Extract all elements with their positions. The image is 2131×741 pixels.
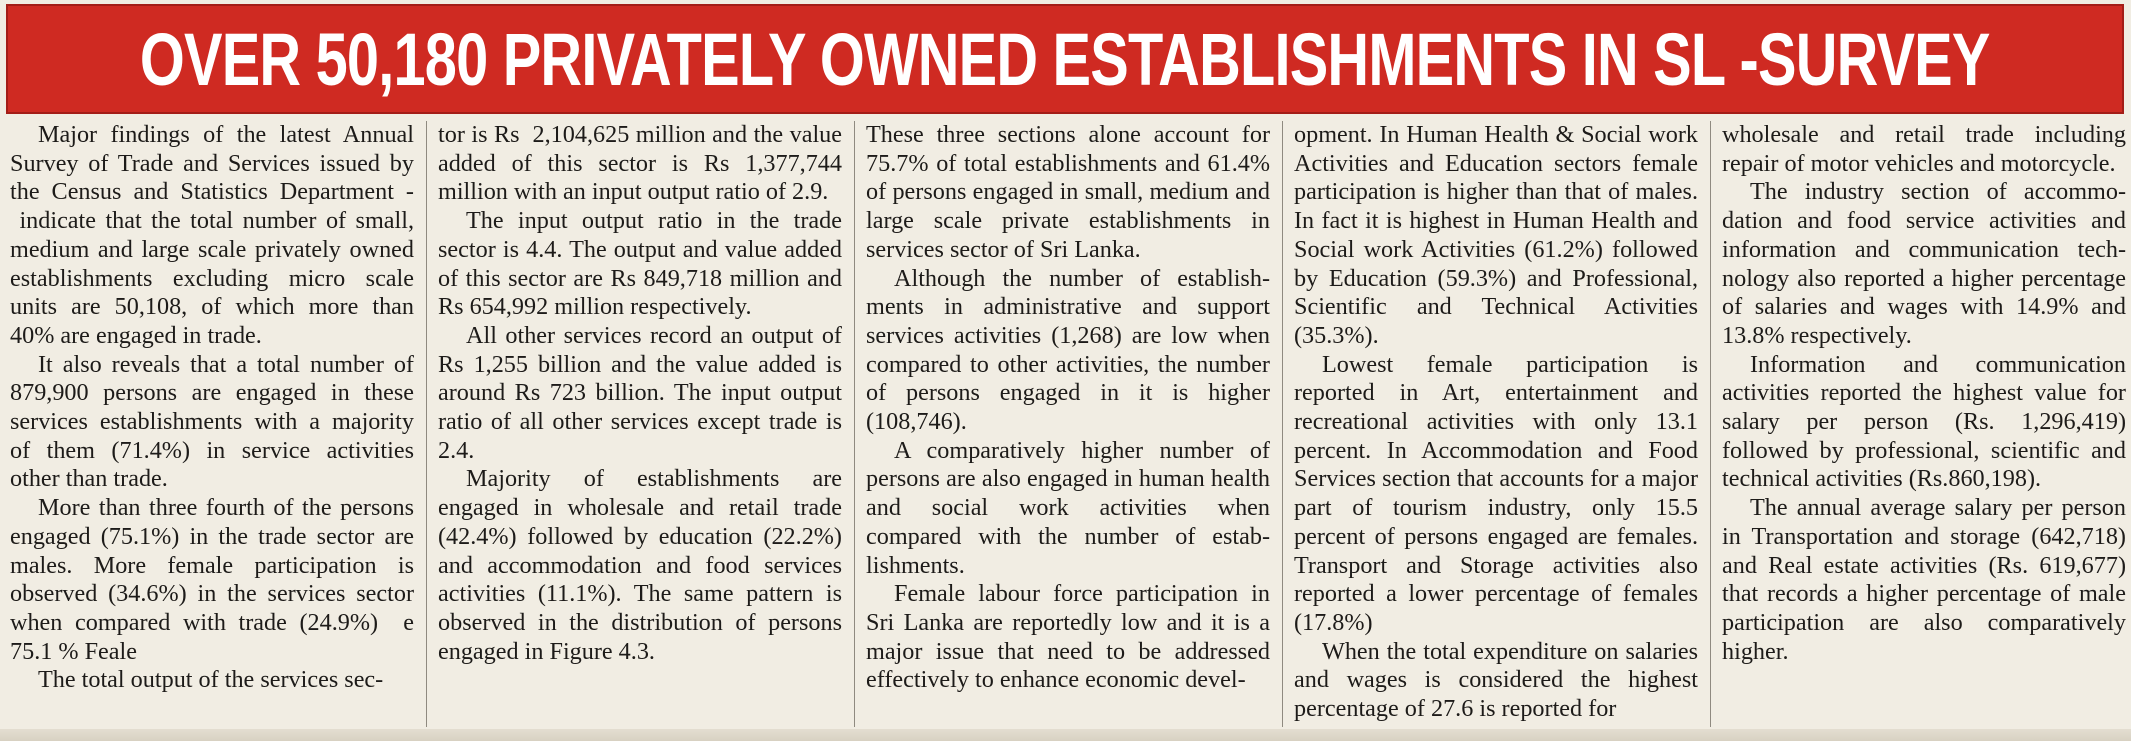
article-column-5 [1722, 121, 2126, 727]
paragraph: tor is Rs 2,104,625 million and the value added of this sector is Rs 1,377,744 million with an input output ratio of 2.9. [438, 121, 842, 206]
paragraph: The annual average salary per person in Transportation and storage (642,718) and Real estate activities (Rs. 619,677) that records a higher percentage of male participation are also comparatively higher. [1722, 494, 2126, 665]
paragraph: Lowest female participation is reported in Art, entertainment and recreational activities with only 13.1 percent. In Accommodation and Food Services section that accounts for a major part of tourism industry, only 15.5 percent of persons engaged are females. Transport and Storage activities also reported a lower percentage of females (17.8%) [1294, 350, 1698, 636]
page-bottom-edge [0, 729, 2131, 741]
paragraph: The industry section of accommodation and food service activities and information and communication technology also reported a higher percentage of salaries and wages with 14.9% and 13.8% respectively. [1722, 178, 2126, 349]
paragraph: These three sections alone account for 75.7% of total establishments and 61.4% of persons engaged in small, medium and large scale private establishments in services sector of Sri Lanka. [866, 121, 1270, 263]
column-divider [426, 121, 427, 727]
paragraph: A comparatively higher number of persons are also engaged in human health and social work activities when compared with the number of establishments. [866, 436, 1270, 579]
paragraph: When the total expenditure on salaries and wages is considered the highest percentage of 27.6 is reported for [1294, 637, 1698, 723]
paragraph: opment. In Human Health & Social work Activities and Education sectors female participation is higher than that of males. In fact it is highest in Human Health and Social work Activities (61.2%) followed by Education (59.3%) and Professional, Scientific and Technical Activities (35.3%). [1294, 121, 1698, 349]
paragraph: The input output ratio in the trade sector is 4.4. The output and value added of this sector are Rs 849,718 million and Rs 654,992 million respectively. [438, 207, 842, 321]
column-divider [1710, 121, 1711, 727]
paragraph: Information and communication activities reported the highest value for salary per person (Rs. 1,296,419) followed by professional, scientific and technical activities (Rs.860,198). [1722, 350, 2126, 493]
article-column-1 [10, 121, 414, 727]
article-column-2 [438, 121, 842, 727]
column-divider [1282, 121, 1283, 727]
article-body [0, 121, 2131, 733]
paragraph: wholesale and retail trade including repair of motor vehicles and motorcycle. [1722, 121, 2126, 177]
paragraph: It also reveals that a total number of 879,900 persons are engaged in these services establishments with a majority of them (71.4%) in service activities other than trade. [10, 350, 414, 493]
column-divider [854, 121, 855, 727]
headline: OVER 50,180 PRIVATELY OWNED ESTABLISHMENTS IN SL -SURVEY [140, 17, 1990, 101]
paragraph: Female labour force participation in Sri Lanka are reportedly low and it is a major issue that need to be addressed effectively to enhance economic devel- [866, 580, 1270, 694]
headline-banner [6, 4, 2124, 114]
paragraph: Although the number of establishments in administrative and support services activities (1,268) are low when compared to other activities, the number of persons engaged in it is higher (108,746). [866, 264, 1270, 436]
paragraph: All other services record an output of Rs 1,255 billion and the value added is around Rs 723 billion. The input output ratio of all other services except trade is 2.4. [438, 321, 842, 464]
paragraph: Majority of establishments are engaged in wholesale and retail trade (42.4%) followed by education (22.2%) and accommodation and food services activities (11.1%). The same pattern is observed in the distribution of persons engaged in Figure 4.3. [438, 465, 842, 665]
article-column-4 [1294, 121, 1698, 727]
paragraph: More than three fourth of the persons engaged (75.1%) in the trade sector are males. More female participation is observed (34.6%) in the services sector when compared with trade (24.9%) e 75.1 % Feale [10, 494, 414, 665]
paragraph: Major findings of the latest Annual Survey of Trade and Services issued by the Census and Statistics Department - indicate that the total number of small, medium and large scale privately owned establishments excluding micro scale units are 50,108, of which more than 40% are engaged in trade. [10, 121, 414, 349]
paragraph: The total output of the services sec- [38, 666, 384, 694]
article-column-3 [866, 121, 1270, 727]
